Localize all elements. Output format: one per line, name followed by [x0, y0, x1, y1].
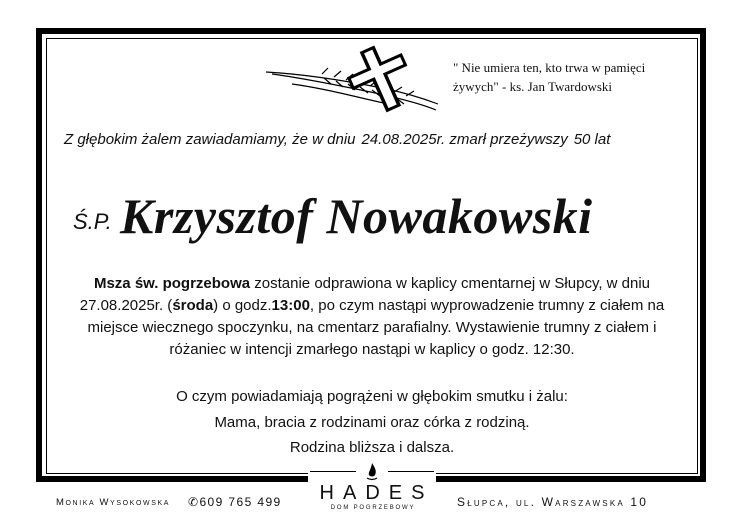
death-date: 24.08.2025: [361, 131, 437, 148]
closing-line-1: O czym powiadamiają pogrążeni w głębokim smutku i żalu:: [176, 388, 568, 405]
cross-icon: [262, 44, 442, 118]
logo-divider-left: [310, 471, 356, 472]
quote-line-2: żywych" - ks. Jan Twardowski: [453, 79, 613, 94]
funeral-mass-details: [60, 273, 684, 361]
mass-text-3: , po czym nastąpi wyprowadzenie trumny z ciałem na miejsce wiecznego spoczynku, na cmentarz parafialny. Wystawienie trumny z ciałem i różaniec w intencji zmarłego nastąpi w kaplicy o godz. 12:30.: [87, 297, 665, 358]
contact-name: Monika Wysokowska: [56, 497, 171, 508]
age: 50 lat: [573, 131, 611, 148]
deceased-name: Krzysztof Nowakowski: [120, 188, 593, 244]
phone-icon: ✆: [188, 495, 200, 509]
mass-time: 13:00: [271, 297, 310, 314]
announcement-suffix: r. zmarł przeżywszy: [436, 131, 568, 148]
closing-line-3: Rodzina bliższa i dalsza.: [289, 439, 455, 456]
logo-divider-right: [388, 471, 434, 472]
mass-heading: Msza św. pogrzebowa: [93, 275, 251, 292]
death-announcement: [64, 131, 684, 148]
honorific: Ś.P.: [73, 209, 112, 234]
mass-text-1: zostanie odprawiona w kaplicy cmentarnej w Słupcy, w dniu 27.08.2025r. (: [79, 275, 651, 314]
mass-weekday: środa: [172, 297, 214, 314]
mass-text-2: ) o godz.: [213, 297, 272, 314]
contact-phone: [188, 495, 282, 509]
announcement-prefix: Z głębokim żalem zawiadamiamy, że w dniu: [64, 131, 356, 148]
closing-line-2: Mama, bracia z rodzinami oraz córka z rodziną.: [214, 413, 530, 431]
phone-number: 609 765 499: [199, 495, 282, 509]
brand-subtitle: DOM POGRZEBOWY: [330, 505, 416, 511]
hades-logo: [308, 462, 436, 518]
memorial-quote: [453, 58, 693, 96]
quote-line-1: " Nie umiera ten, kto trwa w pamięci: [453, 60, 646, 75]
family-notice: [60, 384, 684, 461]
brand-name: HADES: [319, 482, 434, 504]
funeral-home-address: Słupca, ul. Warszawska 10: [457, 495, 649, 509]
flame-icon: [364, 462, 380, 482]
